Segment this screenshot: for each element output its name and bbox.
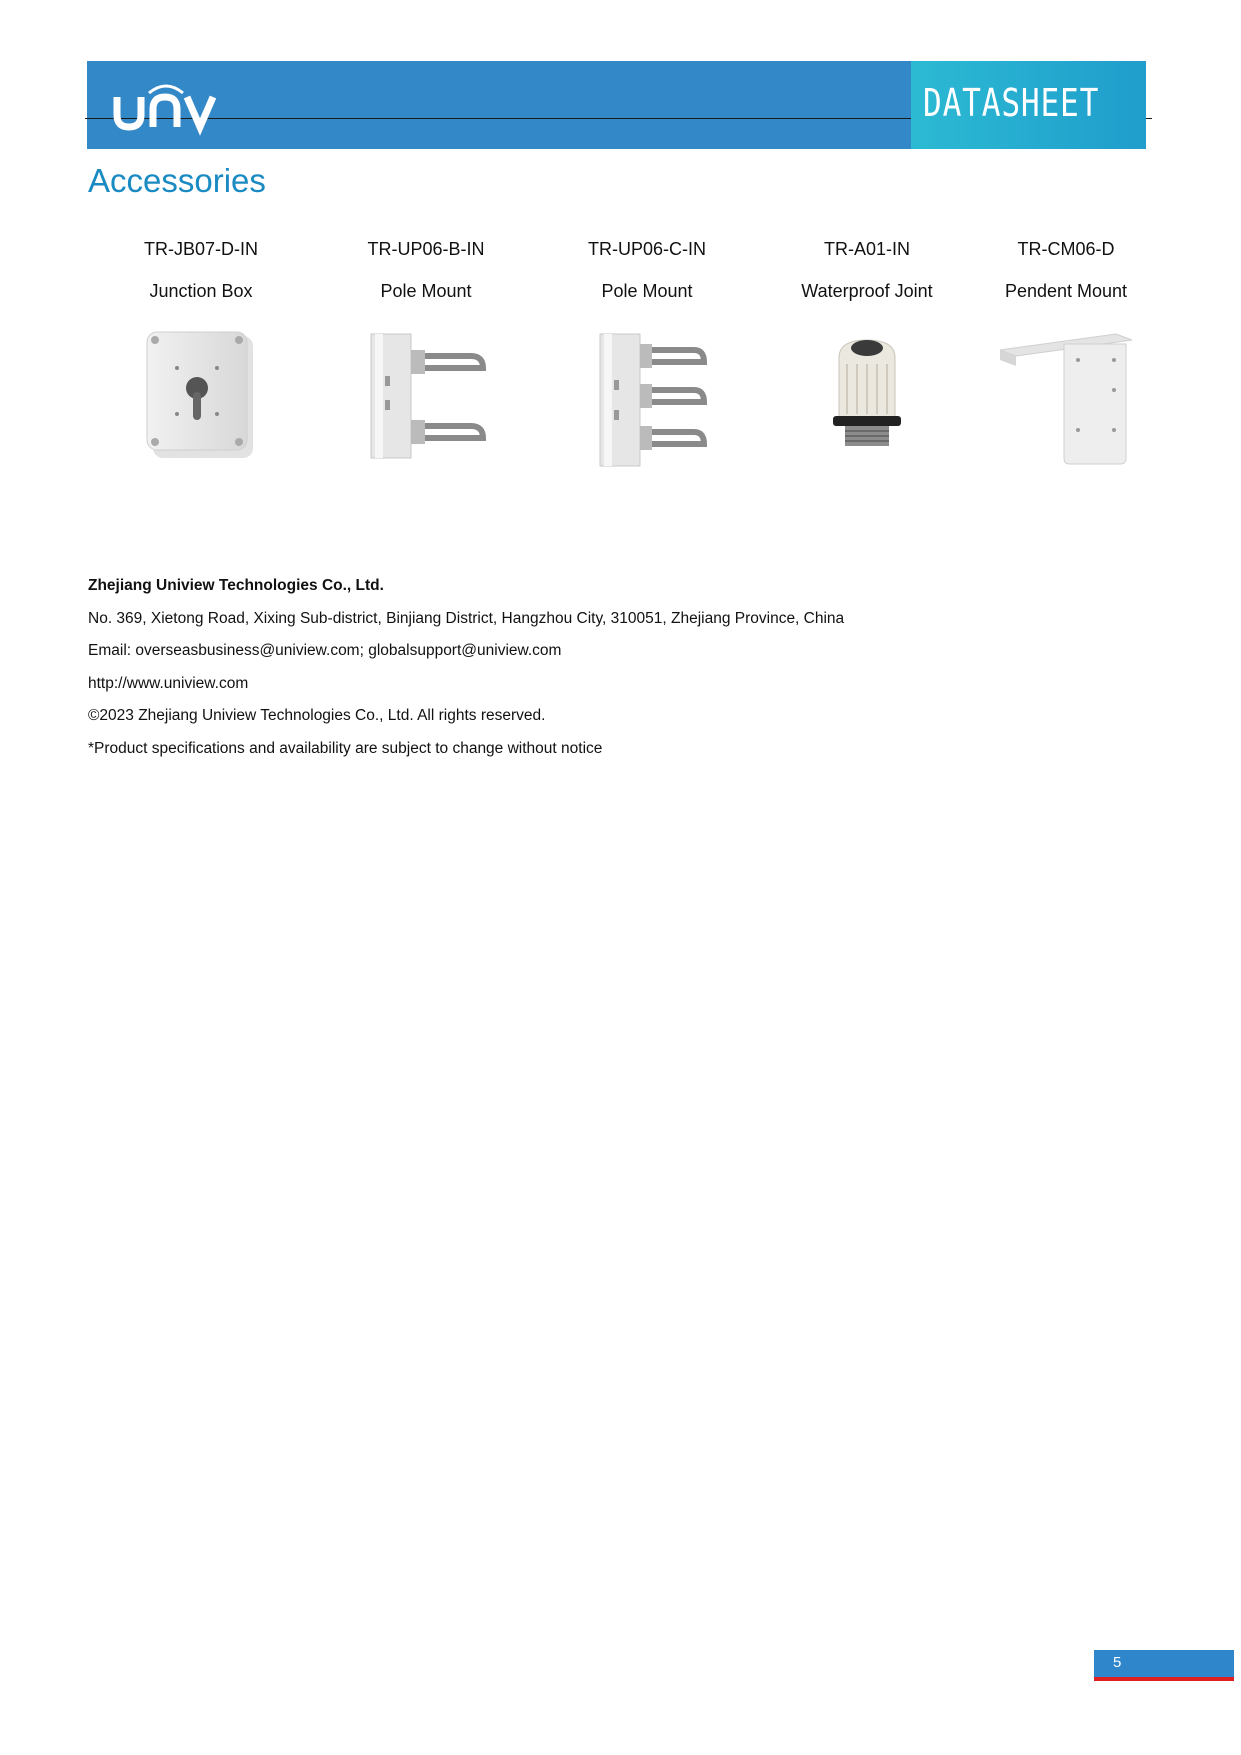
company-info xyxy=(88,575,844,770)
page-number: 5 xyxy=(1113,1654,1122,1671)
waterproof-joint-icon xyxy=(817,330,917,450)
accessory-model: TR-UP06-B-IN xyxy=(367,239,485,259)
company-address: No. 369, Xietong Road, Xixing Sub-district, Binjiang District, Hangzhou City, 310051, Zhejiang Province, China xyxy=(88,609,845,627)
accessory-model: TR-JB07-D-IN xyxy=(143,239,258,259)
pole-mount-3-strap-icon xyxy=(582,330,712,470)
accessory-desc: Junction Box xyxy=(149,281,253,301)
junction-box-icon xyxy=(141,330,261,460)
accessory-item xyxy=(547,236,747,480)
notice: *Product specifications and availability are subject to change without notice xyxy=(88,739,603,757)
accessory-model: TR-CM06-D xyxy=(1017,239,1115,259)
accessory-model: TR-A01-IN xyxy=(823,239,910,259)
accessory-desc: Pendent Mount xyxy=(1004,281,1128,301)
header-bar xyxy=(87,61,1146,149)
datasheet-label-box xyxy=(911,61,1146,149)
page-number-tab xyxy=(1094,1650,1234,1681)
accessory-desc: Pole Mount xyxy=(380,281,472,301)
company-website[interactable]: http://www.uniview.com xyxy=(88,674,249,692)
company-name: Zhejiang Uniview Technologies Co., Ltd. xyxy=(88,577,384,594)
unv-logo xyxy=(109,77,219,137)
datasheet-label: DATASHEET xyxy=(923,81,1100,125)
accessory-desc: Waterproof Joint xyxy=(801,281,933,301)
pole-mount-2-strap-icon xyxy=(361,330,491,462)
accessory-item xyxy=(101,236,301,480)
accessory-item xyxy=(966,236,1166,480)
accessory-item xyxy=(767,236,967,480)
company-email: Email: overseasbusiness@uniview.com; globalsupport@uniview.com xyxy=(88,642,562,659)
section-title: Accessories xyxy=(88,162,266,199)
copyright: ©2023 Zhejiang Uniview Technologies Co., Ltd. All rights reserved. xyxy=(88,707,546,724)
accessory-desc: Pole Mount xyxy=(601,281,693,301)
accessory-model: TR-UP06-C-IN xyxy=(587,239,706,259)
pendent-mount-icon xyxy=(996,330,1136,470)
accessory-item xyxy=(326,236,526,480)
